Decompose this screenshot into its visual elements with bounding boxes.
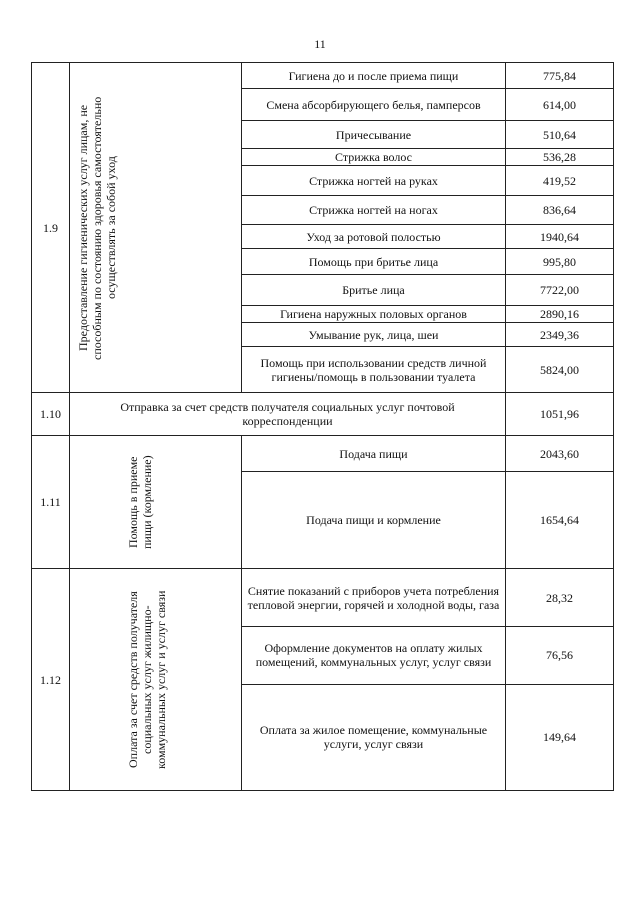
service-name: Стрижка волос [242,149,506,166]
service-price: 1051,96 [506,393,614,436]
service-name: Стрижка ногтей на ногах [242,196,506,225]
service-name: Подача пищи и кормление [242,472,506,569]
service-price: 7722,00 [506,275,614,306]
section-code: 1.12 [32,569,70,791]
service-price: 536,28 [506,149,614,166]
service-price: 2349,36 [506,323,614,347]
service-name: Помощь при использовании средств личной гигиены/помощь в пользовании туалета [242,347,506,393]
service-name: Гигиена до и после приема пищи [242,63,506,89]
group-title: Предоставление гигиенических услуг лицам, не способным по состоянию здоровья самостоятельно осуществлять за собой уход [75,95,118,360]
group-title-cell [70,63,242,393]
section-code: 1.10 [32,393,70,436]
service-name: Снятие показаний с приборов учета потребления тепловой энергии, горячей и холодной воды, газа [242,569,506,627]
section-code: 1.9 [32,63,70,393]
service-price: 995,80 [506,249,614,275]
service-price: 510,64 [506,121,614,149]
service-price: 76,56 [506,627,614,684]
service-name: Оформление документов на оплату жилых помещений, коммунальных услуг, услуг связи [242,627,506,684]
tariff-table [31,62,614,791]
service-price: 775,84 [506,63,614,89]
service-name: Отправка за счет средств получателя социальных услуг почтовой корреспонденции [70,393,506,436]
service-name: Причесывание [242,121,506,149]
section-code: 1.11 [32,436,70,569]
table-row [32,436,614,472]
service-name: Умывание рук, лица, шеи [242,323,506,347]
table-row [32,569,614,627]
service-price: 2890,16 [506,306,614,323]
service-price: 1940,64 [506,225,614,249]
service-price: 419,52 [506,166,614,196]
group-title: Помощь в приеме пищи (кормление) [125,455,154,549]
service-name: Оплата за жилое помещение, коммунальные услуги, услуг связи [242,684,506,791]
service-price: 2043,60 [506,436,614,472]
service-price: 614,00 [506,89,614,121]
service-name: Гигиена наружных половых органов [242,306,506,323]
service-price: 28,32 [506,569,614,627]
service-name: Подача пищи [242,436,506,472]
page-number: 11 [314,37,326,51]
service-price: 149,64 [506,684,614,791]
service-name: Бритье лица [242,275,506,306]
service-name: Помощь при бритье лица [242,249,506,275]
service-price: 836,64 [506,196,614,225]
group-title-cell [70,569,242,791]
service-price: 1654,64 [506,472,614,569]
service-name: Уход за ротовой полостью [242,225,506,249]
group-title-cell [70,436,242,569]
group-title: Оплата за счет средств получателя социальных услуг жилищно-коммунальных услуг и услуг связи [125,590,168,769]
service-price: 5824,00 [506,347,614,393]
table-row [32,393,614,436]
service-name: Смена абсорбирующего белья, памперсов [242,89,506,121]
service-name: Стрижка ногтей на руках [242,166,506,196]
table-row [32,63,614,89]
